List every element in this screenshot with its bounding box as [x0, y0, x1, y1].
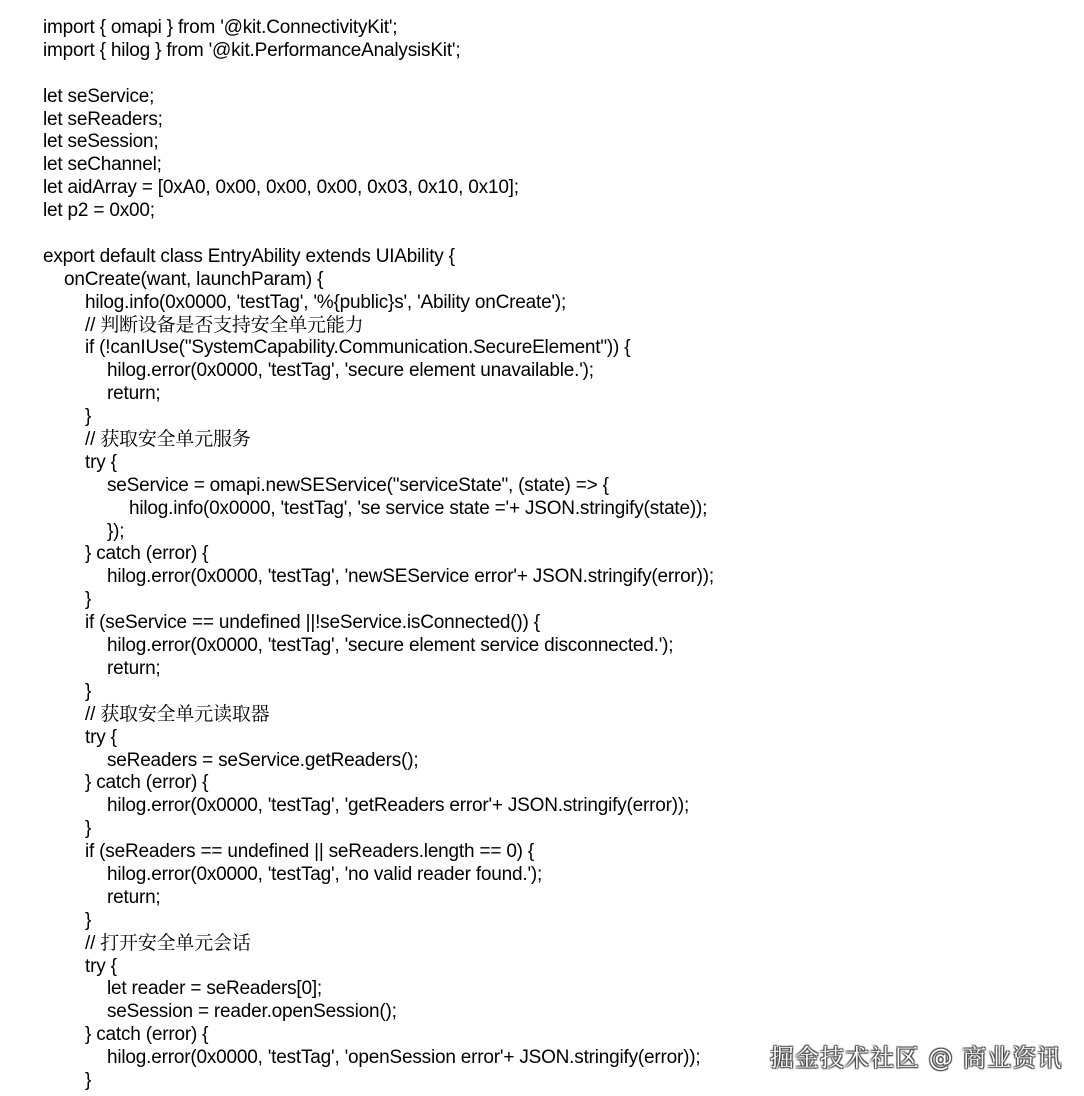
code-line: }	[85, 1069, 92, 1091]
code-line: let seService;	[43, 85, 155, 107]
code-line: return;	[107, 886, 161, 908]
code-line: }	[85, 680, 92, 702]
code-line: seReaders = seService.getReaders();	[107, 749, 419, 771]
code-line: let seReaders;	[43, 108, 163, 130]
code-line	[43, 223, 714, 246]
code-line: // 获取安全单元服务	[85, 429, 251, 451]
code-line: hilog.error(0x0000, 'testTag', 'secure element service disconnected.');	[107, 635, 674, 657]
code-line: try {	[85, 955, 117, 977]
code-line: }	[85, 406, 92, 428]
code-line: if (seService == undefined ||!seService.isConnected()) {	[85, 612, 540, 634]
code-line: let seSession;	[43, 131, 159, 153]
code-line: hilog.error(0x0000, 'testTag', 'getReaders error'+ JSON.stringify(error));	[107, 795, 690, 817]
code-line	[43, 63, 714, 86]
code-line: import { omapi } from '@kit.ConnectivityKit';	[43, 17, 398, 38]
code-line: seSession = reader.openSession();	[107, 1001, 397, 1023]
code-line: hilog.error(0x0000, 'testTag', 'openSession error'+ JSON.stringify(error));	[107, 1047, 701, 1069]
code-line: }	[85, 909, 92, 931]
code-listing	[43, 17, 714, 1093]
code-line: try {	[85, 451, 117, 473]
code-line: return;	[107, 383, 161, 405]
code-line: // 获取安全单元读取器	[85, 703, 270, 725]
code-line: export default class EntryAbility extends UIAbility {	[43, 245, 455, 267]
code-line: // 判断设备是否支持安全单元能力	[85, 314, 364, 336]
code-line: if (seReaders == undefined || seReaders.length == 0) {	[85, 841, 535, 863]
code-line: hilog.error(0x0000, 'testTag', 'secure element unavailable.');	[107, 360, 594, 382]
code-line: hilog.error(0x0000, 'testTag', 'newSEService error'+ JSON.stringify(error));	[107, 566, 714, 588]
code-line: let reader = seReaders[0];	[107, 978, 323, 1000]
code-line: hilog.info(0x0000, 'testTag', 'se service state ='+ JSON.stringify(state));	[129, 497, 708, 519]
code-line: hilog.error(0x0000, 'testTag', 'no valid reader found.');	[107, 863, 543, 885]
code-line: });	[107, 520, 125, 542]
code-line: }	[85, 818, 92, 840]
code-line: return;	[107, 657, 161, 679]
code-line: } catch (error) {	[85, 772, 209, 794]
code-line: hilog.info(0x0000, 'testTag', '%{public}s', 'Ability onCreate');	[85, 291, 567, 313]
code-line: } catch (error) {	[85, 1024, 209, 1046]
code-line: }	[85, 589, 92, 611]
code-line: // 打开安全单元会话	[85, 932, 251, 954]
watermark: 掘金技术社区 @ 商业资讯	[770, 1044, 1063, 1072]
code-line: import { hilog } from '@kit.PerformanceAnalysisKit';	[43, 39, 461, 61]
code-line: let p2 = 0x00;	[43, 200, 155, 222]
code-line: try {	[85, 726, 117, 748]
code-line: let seChannel;	[43, 154, 162, 176]
code-line: seService = omapi.newSEService("serviceState", (state) => {	[107, 474, 609, 496]
code-line: } catch (error) {	[85, 543, 209, 565]
code-line: onCreate(want, launchParam) {	[64, 268, 324, 290]
code-line: let aidArray = [0xA0, 0x00, 0x00, 0x00, 0x03, 0x10, 0x10];	[43, 177, 519, 199]
code-line: if (!canIUse("SystemCapability.Communication.SecureElement")) {	[85, 337, 631, 359]
